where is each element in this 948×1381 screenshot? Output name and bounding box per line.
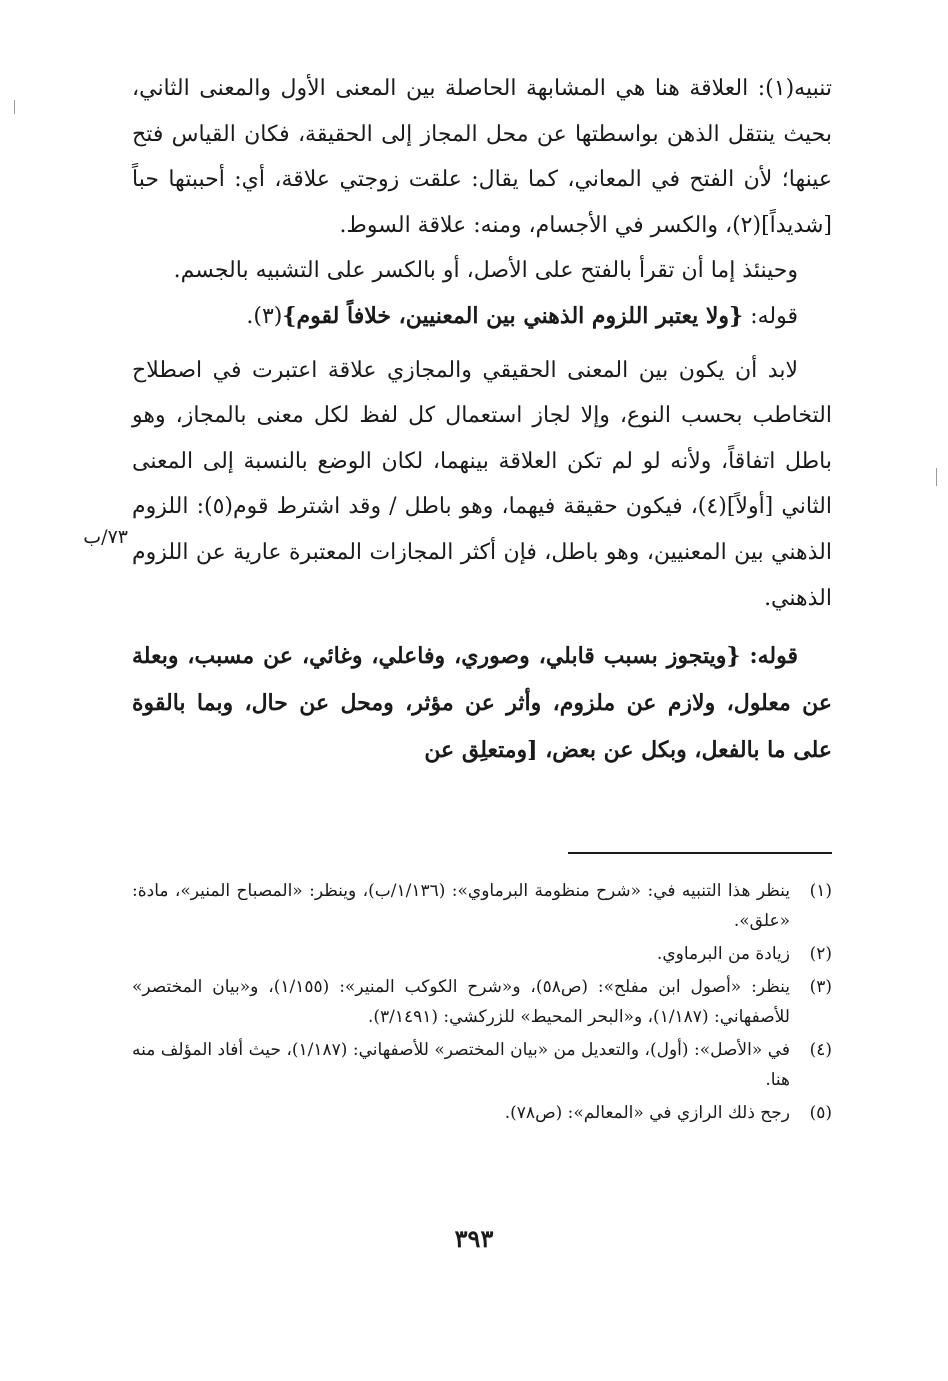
footnote-number: (٣) <box>809 977 832 997</box>
quote-suffix: (٣). <box>246 303 283 329</box>
footnote-number: (١) <box>809 881 832 901</box>
footnote-text: ينظر هذا التنبيه في: «شرح منظومة البرماوي»: (١/١٣٦/ب)، وينظر: «المصباح المنير»، مادة: «علق». <box>132 881 791 931</box>
footnote-item <box>132 1098 832 1128</box>
footnote-item <box>132 939 832 969</box>
quoted-text: {ولا يعتبر اللزوم الذهني بين المعنيين، خلافاً لقوم} <box>282 302 744 329</box>
footnote-text: زيادة من البرماوي. <box>656 944 790 964</box>
paragraph-quote <box>132 294 832 340</box>
footnote-item <box>132 972 832 1032</box>
footnote-divider <box>568 852 832 854</box>
footnotes <box>132 876 832 1131</box>
footnote-text: ينظر: «أصول ابن مفلح»: (ص٥٨)، و«شرح الكوكب المنير»: (١/١٥٥)، و«بيان المختصر» للأصفهاني: (١/١٨٧)، و«البحر المحيط» للزركشي: (٣/١٤٩١). <box>132 977 791 1027</box>
paragraph-quote-bold: قوله: {ويتجوز بسبب قابلي، وصوري، وفاعلي، وغائي، عن مسبب، وبعلة عن معلول، ولازم عن ملزوم، وأثر عن مؤثر، ومحل عن حال، وبما بالقوة على ما بالفعل، وبكل عن بعض، [ومتعلِق عن <box>132 643 832 764</box>
page-number: ٣٩٣ <box>454 1224 494 1253</box>
main-text <box>132 66 832 774</box>
footnote-text: رجح ذلك الرازي في «المعالم»: (ص٧٨). <box>504 1103 790 1123</box>
folio-margin-note: ٧٣/ب <box>83 526 128 548</box>
paragraph-commentary: لابد أن يكون بين المعنى الحقيقي والمجازي علاقة اعتبرت في اصطلاح التخاطب بحسب النوع، وإلا لجاز استعمال كل لفظ لكل معنى بالمجاز، وهو باطل اتفاقاً، ولأنه لو لم تكن العلاقة بينهما، لكان الوضع بالنسبة إلى المعنى الثاني [أولاً](٤)، فيكون حقيقة فيهما، وهو باطل / وقد اشترط قوم(٥): اللزوم الذهني بين المعنيين، وهو باطل، فإن أكثر المجازات المعتبرة عارية عن اللزوم الذهني. <box>132 357 832 611</box>
footnote-number: (٤) <box>809 1040 832 1060</box>
scan-edge-mark-top <box>14 100 15 114</box>
paragraph-reading: وحينئذ إما أن تقرأ بالفتح على الأصل، أو بالكسر على التشبيه بالجسم. <box>173 258 798 284</box>
quote-prefix: قوله: <box>743 303 798 329</box>
scan-edge-mark-right <box>936 468 937 486</box>
footnote-text: في «الأصل»: (أول)، والتعديل من «بيان المختصر» للأصفهاني: (١/١٨٧)، حيث أفاد المؤلف منه هنا. <box>132 1040 790 1090</box>
footnote-item <box>132 1035 832 1095</box>
footnote-number: (٥) <box>809 1103 832 1123</box>
footnote-number: (٢) <box>809 944 832 964</box>
footnote-item <box>132 876 832 936</box>
paragraph-note: تنبيه(١): العلاقة هنا هي المشابهة الحاصلة بين المعنى الأول والمعنى الثاني، بحيث ينتقل الذهن بواسطتها عن محل المجاز إلى الحقيقة، فكان القياس فتح عينها؛ لأن الفتح في المعاني، كما يقال: علقت زوجتي علاقة، أي: أحببتها حباً [شديداً](٢)، والكسر في الأجسام، ومنه: علاقة السوط. <box>132 76 832 238</box>
